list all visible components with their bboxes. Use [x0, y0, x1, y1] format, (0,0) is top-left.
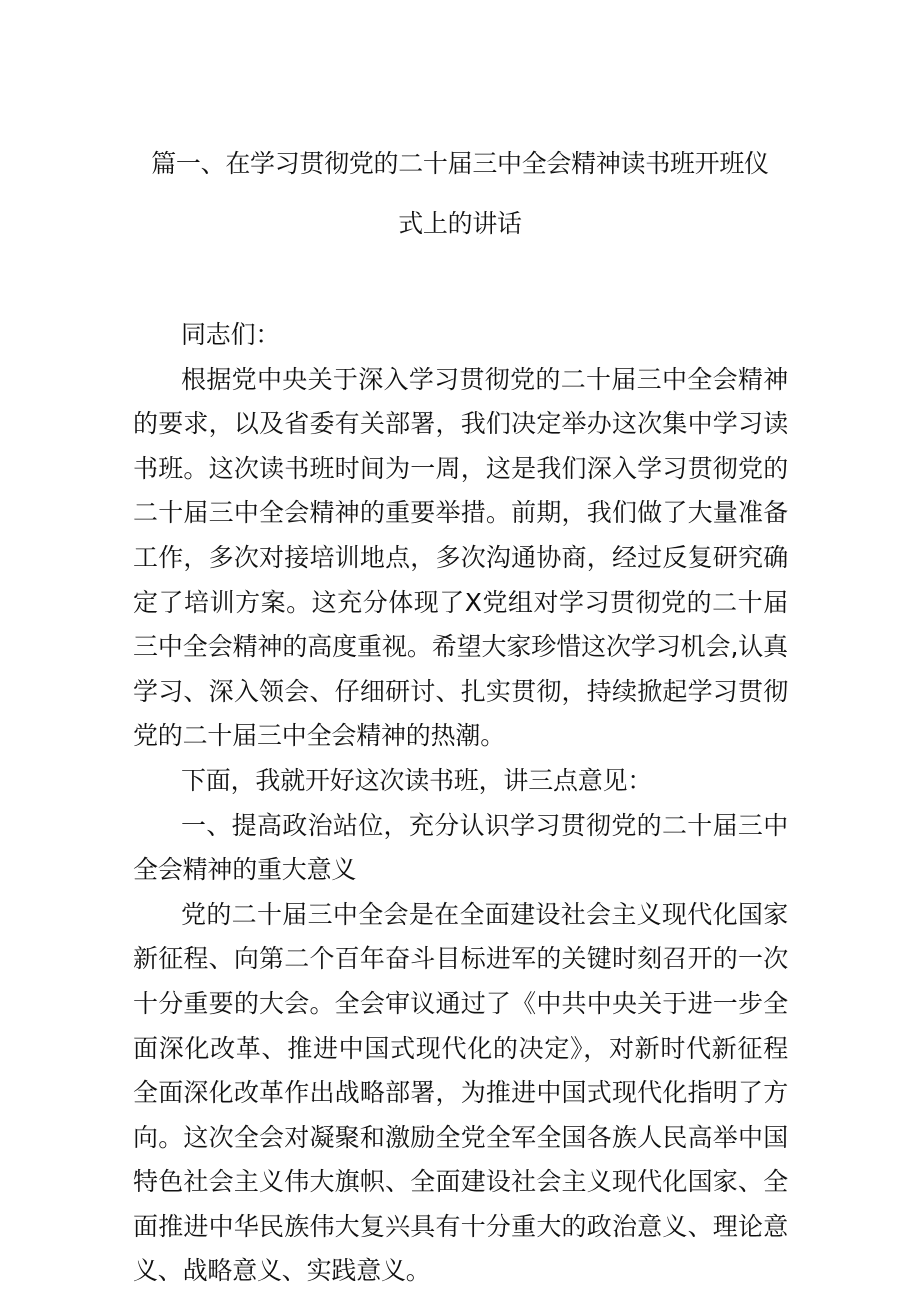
document-body [133, 313, 788, 1294]
section-heading-1: 一、提高政治站位，充分认识学习贯彻党的二十届三中全会精神的重大意义 [133, 810, 788, 885]
document-title-line-2: 式上的讲话 [398, 209, 522, 238]
salutation: 同志们： [181, 320, 281, 349]
paragraph-section-1: 党的二十届三中全会是在全面建设社会主义现代化国家新征程、向第二个百年奋斗目标进军的关键时刻召开的一次十分重要的大会。全会审议通过了《中共中央关于进一步全面深化改革、推进中国式现代化的决定》，对新时代新征程全面深化改革作出战略部署，为推进中国式现代化指明了方向。这次全会对凝聚和激励全党全军全国各族人民高举中国特色社会主义伟大旗帜、全面建设社会主义现代化国家、全面推进中华民族伟大复兴具有十分重大的政治意义、理论意义、战略意义、实践意义。 [133, 899, 788, 1286]
paragraph-intro: 根据党中央关于深入学习贯彻党的二十届三中全会精神的要求，以及省委有关部署，我们决定举办这次集中学习读书班。这次读书班时间为一周，这是我们深入学习贯彻党的二十届三中全会精神的重要举措。前期，我们做了大量准备工作，多次对接培训地点，多次沟通协商，经过反复研究确定了培训方案。这充分体现了X党组对学习贯彻党的二十届三中全会精神的高度重视。希望大家珍惜这次学习机会,认真学习、深入领会、仔细研讨、扎实贯彻，持续掀起学习贯彻党的二十届三中全会精神的热潮。 [133, 364, 788, 751]
paragraph-transition: 下面，我就开好这次读书班，讲三点意见： [181, 765, 653, 795]
document-title-line-1: 篇一、在学习贯彻党的二十届三中全会精神读书班开班仪 [151, 149, 769, 178]
